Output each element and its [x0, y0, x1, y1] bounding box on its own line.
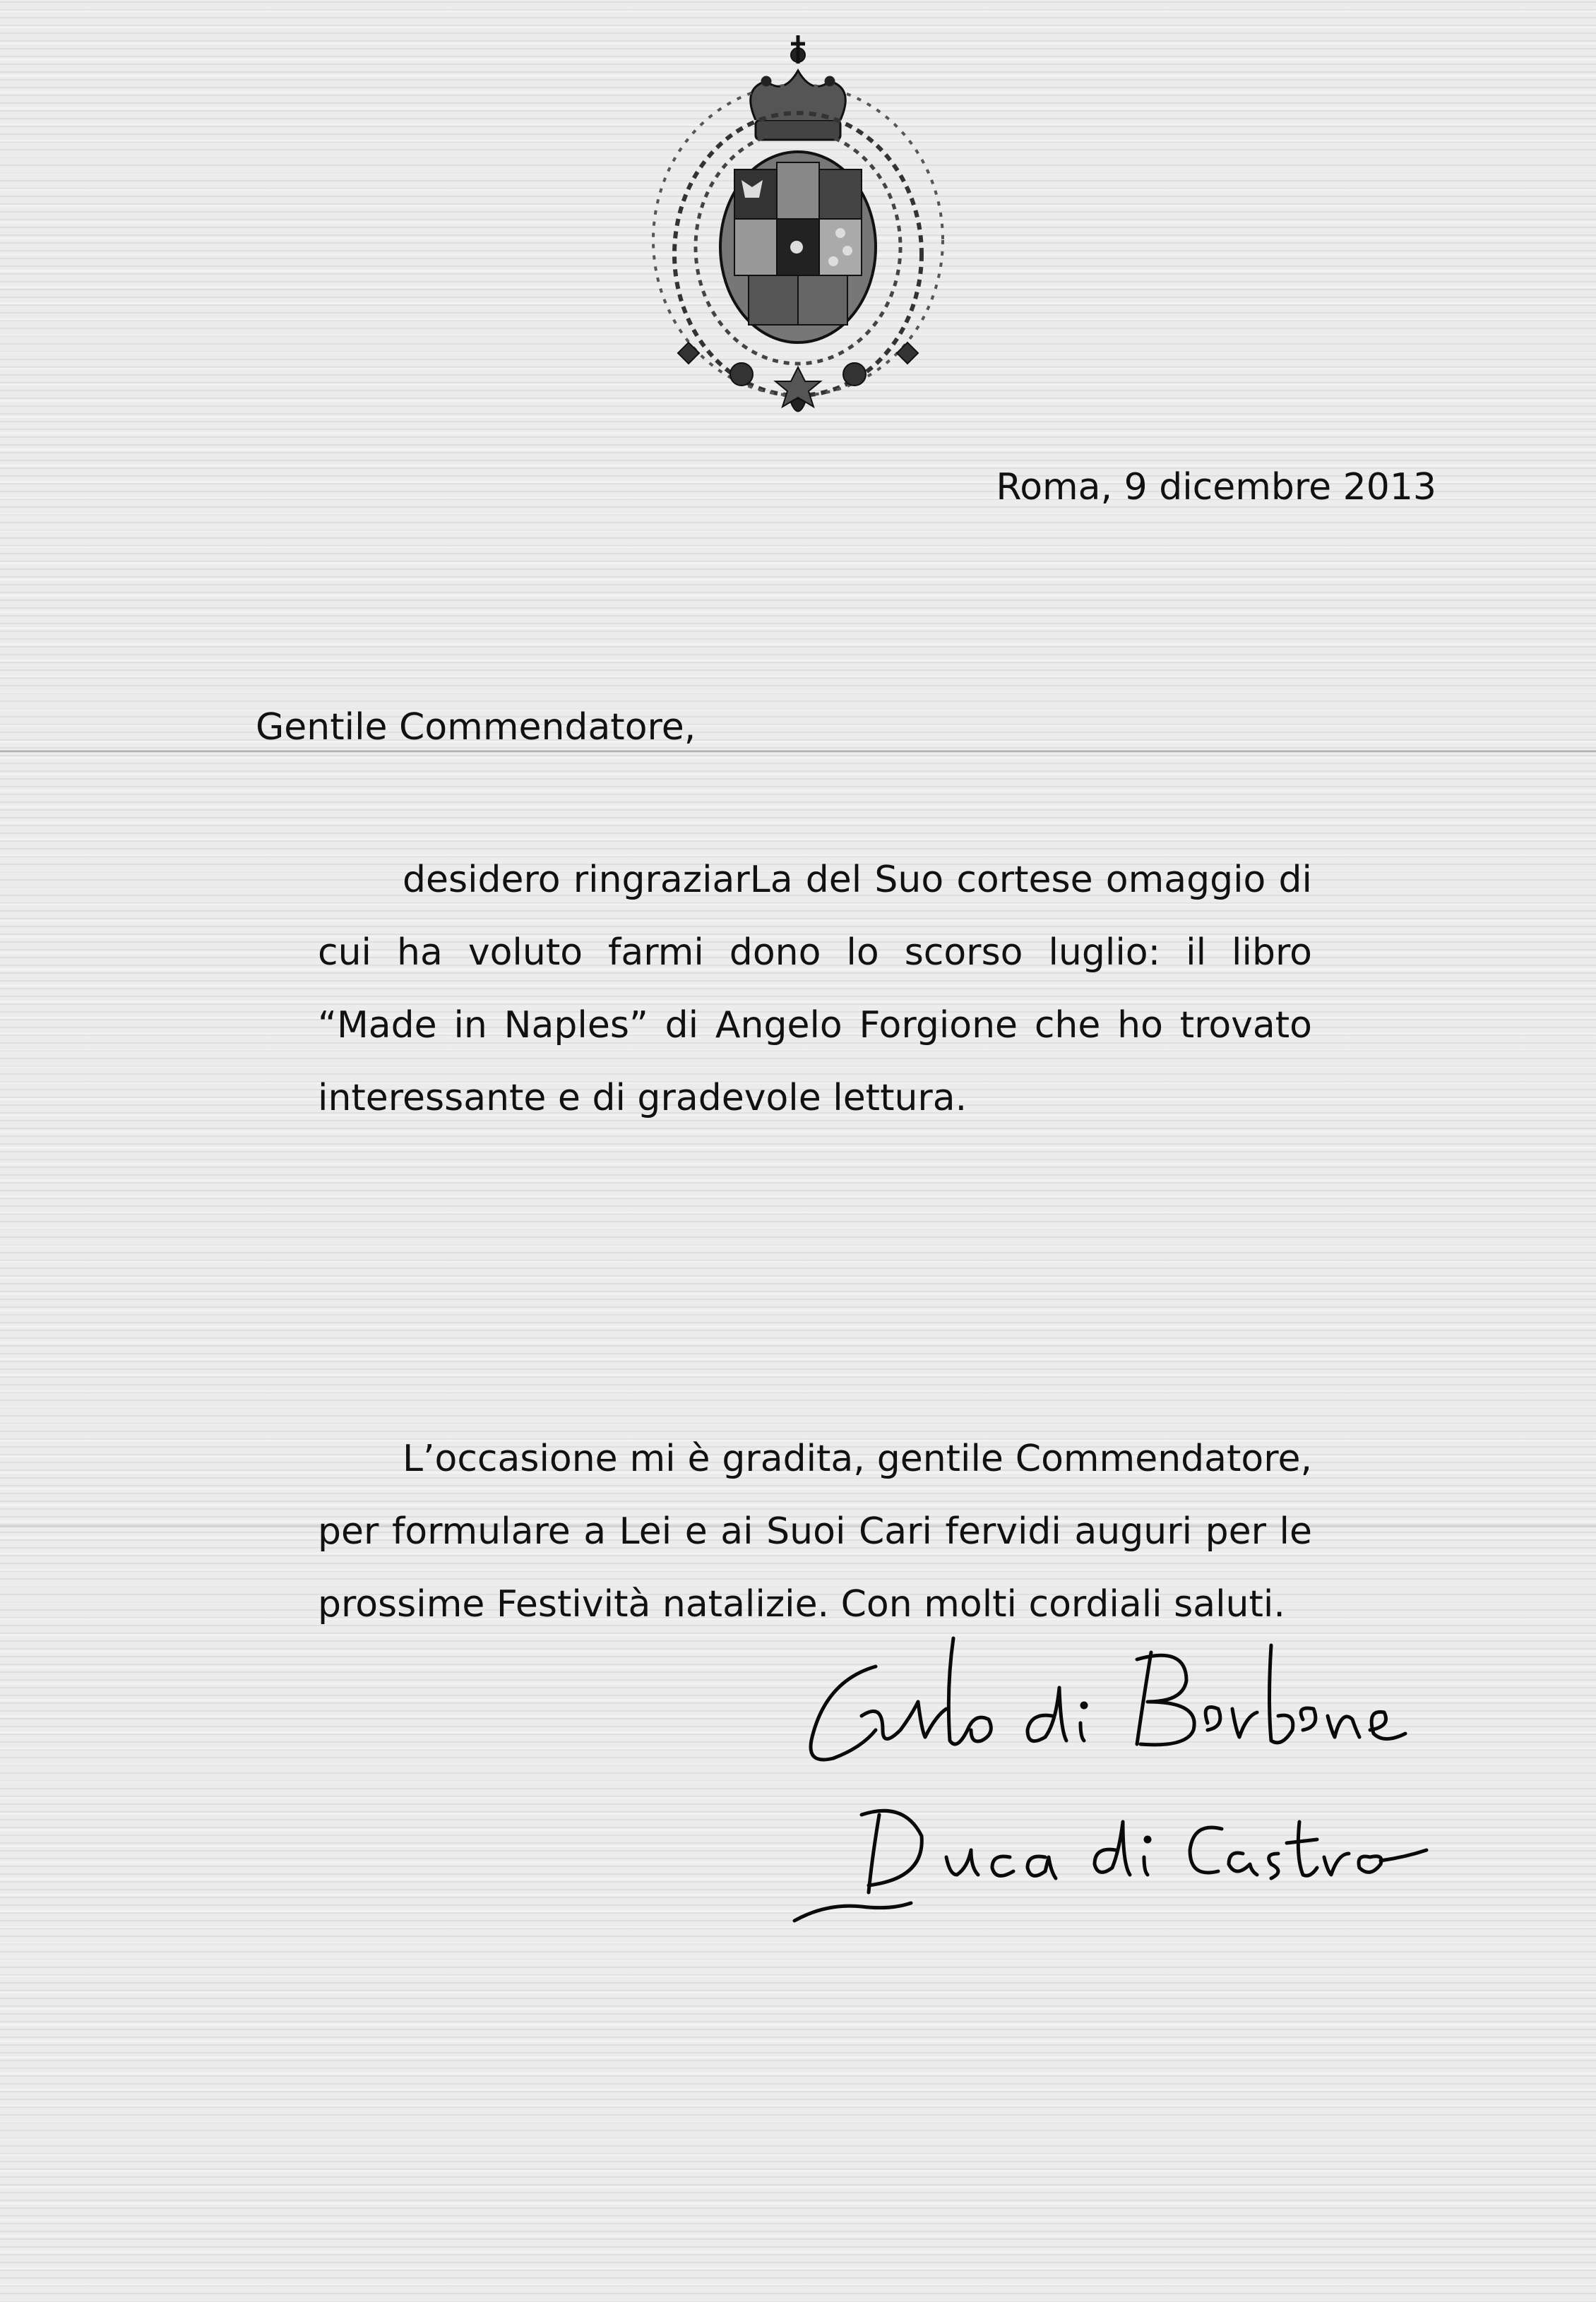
coat-of-arms-icon — [636, 21, 960, 431]
letter-paragraph-2: L’occasione mi è gradita, gentile Commendatore, per formulare a Lei e ai Suoi Cari fervidi auguri per le prossime Festività natalizie. Con molti cordiali saluti. — [318, 1438, 1312, 1626]
letter-date: Roma, 9 dicembre 2013 — [996, 466, 1436, 508]
letter-paragraph-1: desidero ringraziarLa del Suo cortese omaggio di cui ha voluto farmi dono lo scorso luglio: il libro “Made in Naples” di Angelo Forgione che ho trovato interessante e di gradevole lettura. — [318, 859, 1312, 1119]
handwritten-signature — [784, 1624, 1441, 1942]
letter-salutation: Gentile Commendatore, — [256, 706, 696, 749]
paper-fold-upper — [0, 750, 1596, 753]
